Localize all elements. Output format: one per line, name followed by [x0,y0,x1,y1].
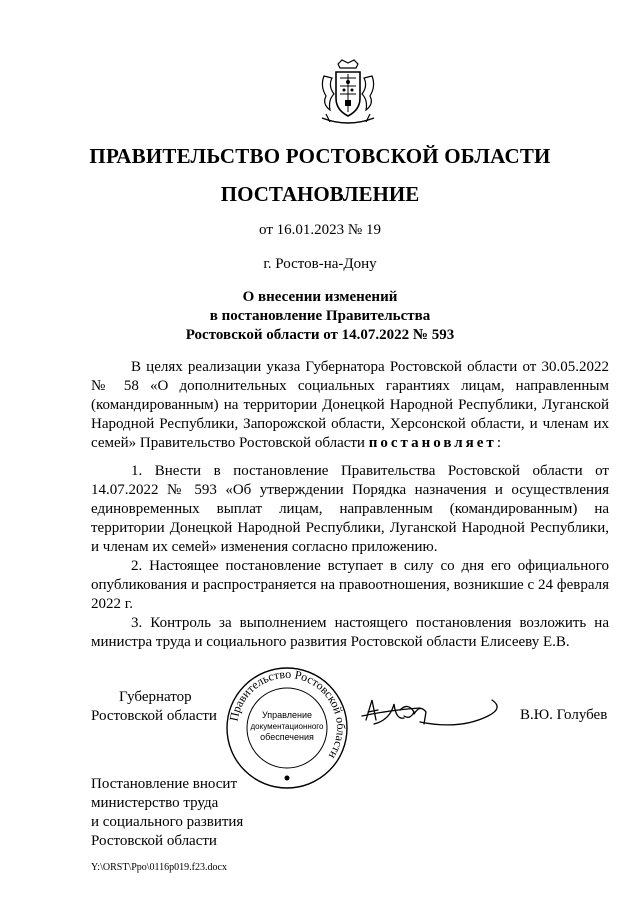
resolves-word: постановляет [368,435,497,451]
document-date-number: от 16.01.2023 № 19 [259,222,381,238]
submitter-block [91,775,291,851]
signatory-name: В.Ю. Голубев [520,707,608,723]
signatory-position [91,688,231,726]
subject-line: Ростовской области от 14.07.2022 № 593 [185,327,455,343]
document-type: ПОСТАНОВЛЕНИЕ [220,182,420,206]
preamble-end: : [496,435,501,451]
coat-of-arms-icon [316,58,380,128]
submitter-line: министерство труда [91,795,219,811]
document-subject [0,288,640,345]
stamp-center-line: обеспечения [260,732,314,742]
stamp-center-line: документационного [250,722,324,731]
government-title: ПРАВИТЕЛЬСТВО РОСТОВСКОЙ ОБЛАСТИ [89,144,551,168]
document-city: г. Ростов-на-Дону [263,256,377,272]
resolution-item: 2. Настоящее постановление вступает в силу со дня его официального опубликования и распространяется на правоотношения, возникшие с 24 февраля 2022 г. [91,558,609,612]
stamp-ring-text: Правительство Ростовской области [226,666,349,762]
resolution-item: 3. Контроль за выполнением настоящего постановления возложить на министра труда и социального развития Ростовской области Елисееву Е.В. [91,615,609,650]
subject-line: в постановление Правительства [209,308,431,324]
position-line: Губернатор [119,689,192,705]
submitter-line: и социального развития [91,814,244,830]
resolution-item: 1. Внести в постановление Правительства Ростовской области от 14.07.2022 № 593 «Об утверждении Порядка назначения и осуществления единовременных выплат лицам, направленным (командированным) на территории Донецкой Народной Республики, Луганской Народной Республики, и членам их семей» изменения согласно приложению. [91,463,609,555]
position-line: Ростовской области [91,708,217,724]
submitter-line: Ростовской области [91,833,217,849]
handwritten-signature [360,690,510,732]
stamp-center-line: Управление [261,710,313,720]
file-path: Y:\ORST\Ppo\0116p019.f23.docx [91,862,227,873]
preamble-paragraph [91,358,609,453]
submitter-line: Постановление вносит [91,776,238,792]
official-stamp [222,666,352,790]
subject-line: О внесении изменений [242,289,398,305]
resolution-items [91,462,609,652]
preamble-text: В целях реализации указа Губернатора Ростовской области от 30.05.2022 № 58 «О дополнительных социальных гарантиях лицам, направленным (командированным) на территории Донецкой Народной Республики, Луганской Народной Республики, Запорожской области, Херсонской области, и членам их семей» Правительство Ростовской области [91,359,609,451]
